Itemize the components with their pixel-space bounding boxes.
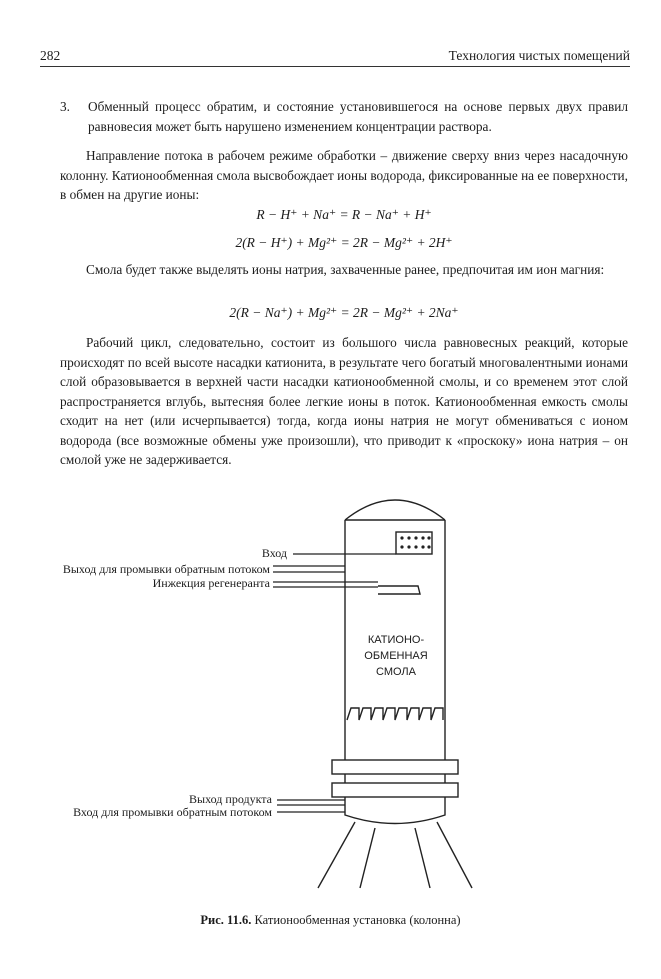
formula-sodium-magnesium-exchange: 2(R − Na⁺) + Mg²⁺ = 2R − Mg²⁺ + 2Na⁺ — [229, 305, 459, 320]
column-top-dome — [345, 500, 445, 520]
label-regenerant: Инжекция регенеранта — [152, 576, 270, 590]
running-title: Технология чистых помещений — [448, 48, 630, 63]
list-number: 3. — [60, 99, 70, 114]
support-leg — [318, 822, 355, 888]
regenerant-injector — [378, 586, 420, 594]
paragraph-sodium-release: Смола будет также выделять ионы натрия, захваченные ранее, предпочитая им ион магния: — [86, 262, 605, 277]
support-leg — [415, 828, 430, 888]
label-backwash-inlet: Вход для промывки обратным потоком — [73, 805, 272, 819]
paragraph-text: Обменный процесс обратим, и состояние установившегося на основе первых двух правил равновесия может быть нарушено изменением концентрации раствора. — [88, 99, 628, 134]
support-leg — [437, 822, 472, 888]
running-header — [40, 48, 630, 66]
formula-sodium-exchange: R − H⁺ + Na⁺ = R − Na⁺ + H⁺ — [256, 207, 432, 222]
label-backwash-outlet: Выход для промывки обратным потоком — [62, 562, 270, 576]
paragraph-work-cycle: Рабочий цикл, следовательно, состоит из большого числа равновесных реакций, которые происходят по всей высоте насадки катионита, в результате чего богатый многовалентными ионами слой образовывается в верхней части насадки катионообменной смолы, и со временем этот слой распространяется вглубь, вытесняя более легкие ионы в поток. Катионообменная емкость смолы сходит на нет (или исчерпывается) тогда, когда ионы натрия не могут обмениваться с ионом водорода (все возможные обмены уже произошли), что приводит к «проскоку» иона натрия – он смолой уже не задерживается. — [60, 335, 628, 467]
page-number: 282 — [40, 48, 61, 63]
header-rule — [40, 66, 630, 67]
cation-exchange-column-diagram — [0, 470, 661, 910]
resin-label-line3: СМОЛА — [376, 666, 416, 678]
resin-label-line2: ОБМЕННАЯ — [364, 650, 428, 662]
resin-bed-support — [347, 708, 443, 720]
paragraph-item-3 — [60, 97, 628, 136]
support-leg — [360, 828, 375, 888]
resin-label-line1: КАТИОНО- — [367, 634, 425, 646]
figure-caption — [0, 913, 661, 928]
inlet-distributor — [396, 532, 432, 554]
label-product-outlet: Выход продукта — [189, 792, 272, 806]
label-inlet: Вход — [261, 546, 287, 560]
formula-magnesium-exchange: 2(R − H⁺) + Mg²⁺ = 2R − Mg²⁺ + 2H⁺ — [235, 235, 453, 250]
paragraph-flow-direction: Направление потока в рабочем режиме обработки – движение сверху вниз через насадочную колонну. Катионообменная смола высвобождает ионы водорода, фиксированные на ее поверхности, в обмен на другие ионы: — [60, 148, 628, 202]
column-bottom-dome — [345, 797, 445, 824]
figure-number: Рис. 11.6. — [200, 913, 252, 927]
figure-title: Катионообменная установка (колонна) — [254, 913, 461, 927]
lower-flange-top — [332, 760, 458, 774]
inlet-holes — [400, 536, 430, 548]
lower-flange-bottom — [332, 783, 458, 797]
